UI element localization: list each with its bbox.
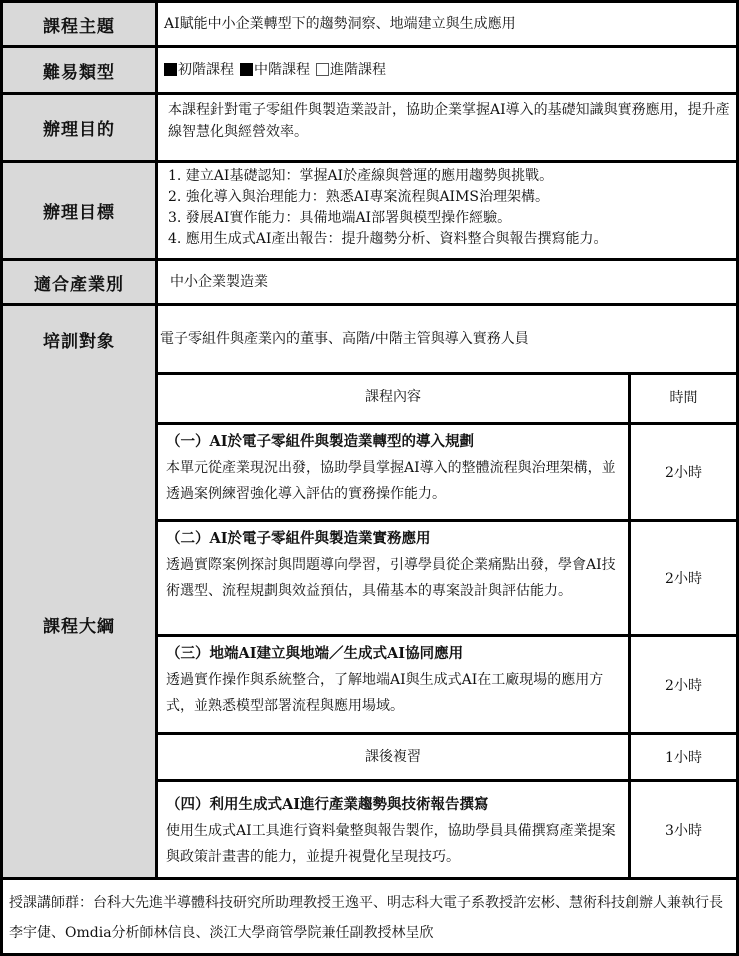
purpose-value: 本課程針對電子零組件與製造業設計，協助企業掌握AI導入的基礎知識與實務應用，提升產線智慧化與經營效率。 [168, 102, 730, 140]
module-content [158, 425, 631, 519]
purpose-label: 辦理目的 [3, 95, 158, 160]
topic-label: 課程主題 [3, 3, 158, 45]
syllabus-module-row [158, 425, 736, 522]
syllabus-review-row [158, 735, 736, 782]
module-content [158, 782, 631, 877]
difficulty-option-intermediate[interactable]: 中階課程 [240, 59, 310, 81]
module-content [158, 637, 631, 732]
industry-label: 適合產業別 [3, 261, 158, 303]
syllabus-module-row [158, 522, 736, 637]
checkbox-checked-icon [240, 63, 253, 76]
row-topic [3, 3, 736, 48]
row-difficulty [3, 48, 736, 95]
checkbox-unchecked-icon [316, 63, 329, 76]
row-purpose [3, 95, 736, 163]
syllabus-header-time: 時間 [669, 390, 698, 406]
review-time: 1小時 [665, 750, 702, 766]
module-description: 本單元從產業現況出發，協助學員掌握AI導入的整體流程與治理架構，並透過案例練習強化導入評估的實務操作能力。 [166, 460, 616, 502]
instructors-text: 授課講師群：台科大先進半導體科技研究所助理教授王逸平、明志科大電子系教授許宏彬、慧術科技創辦人兼執行長李宇倢、Omdia分析師林信良、淡江大學商管學院兼任副教授林呈欣 [9, 895, 723, 941]
syllabus-header-row [158, 372, 736, 425]
module-description: 使用生成式AI工具進行資料彙整與報告製作，協助學員具備撰寫產業提案與政策計畫書的能力，並提升視覺化呈現技巧。 [166, 823, 616, 865]
syllabus-module-row [158, 637, 736, 735]
module-title: （四）利用生成式AI進行產業趨勢與技術報告撰寫 [166, 796, 489, 813]
difficulty-options [158, 48, 736, 92]
module-title: （三）地端AI建立與地端／生成式AI協同應用 [166, 645, 464, 662]
audience-value: 電子零組件與產業內的董事、高階/中階主管與導入實務人員 [160, 331, 529, 347]
topic-value: AI賦能中小企業轉型下的趨勢洞察、地端建立與生成應用 [164, 16, 516, 32]
goal-item: 3. 發展AI實作能力：具備地端AI部署與模型操作經驗。 [168, 210, 512, 226]
goal-item: 4. 應用生成式AI產出報告：提升趨勢分析、資料整合與報告撰寫能力。 [168, 231, 608, 247]
module-time: 2小時 [665, 465, 702, 481]
module-time: 3小時 [665, 822, 702, 839]
row-industry [3, 261, 736, 306]
goals-list [168, 166, 607, 250]
syllabus-label: 課程大綱 [3, 372, 158, 877]
goal-item: 1. 建立AI基礎認知：掌握AI於產線與營運的應用趨勢與挑戰。 [168, 168, 554, 184]
module-title: （一）AI於電子零組件與製造業轉型的導入規劃 [166, 433, 475, 450]
industry-value: 中小企業製造業 [170, 274, 268, 290]
module-description: 透過實作操作與系統整合，了解地端AI與生成式AI在工廠現場的應用方式，並熟悉模型部署流程與應用場域。 [166, 672, 604, 714]
row-audience [3, 306, 736, 375]
goals-value [158, 163, 736, 258]
syllabus-module-row [158, 782, 736, 877]
module-content [158, 522, 631, 634]
module-time: 2小時 [665, 677, 702, 694]
row-goals [3, 163, 736, 261]
difficulty-label: 難易類型 [3, 48, 158, 92]
review-content: 課後複習 [158, 735, 631, 779]
module-time: 2小時 [665, 571, 702, 587]
syllabus-header-content: 課程內容 [158, 372, 631, 422]
goal-item: 2. 強化導入與治理能力：熟悉AI專案流程與AIMS治理架構。 [168, 189, 550, 205]
module-description: 透過實際案例探討與問題導向學習，引導學員從企業痛點出發，學會AI技術選型、流程規劃與效益預估，具備基本的專案設計與評估能力。 [166, 557, 616, 599]
syllabus-table [158, 372, 736, 877]
audience-label: 培訓對象 [3, 306, 158, 372]
row-syllabus [3, 372, 736, 880]
module-title: （二）AI於電子零組件與製造業實務應用 [166, 530, 431, 547]
checkbox-checked-icon [164, 63, 177, 76]
goals-label: 辦理目標 [3, 163, 158, 258]
difficulty-option-basic[interactable]: 初階課程 [164, 59, 234, 81]
difficulty-option-advanced[interactable]: 進階課程 [316, 59, 386, 81]
